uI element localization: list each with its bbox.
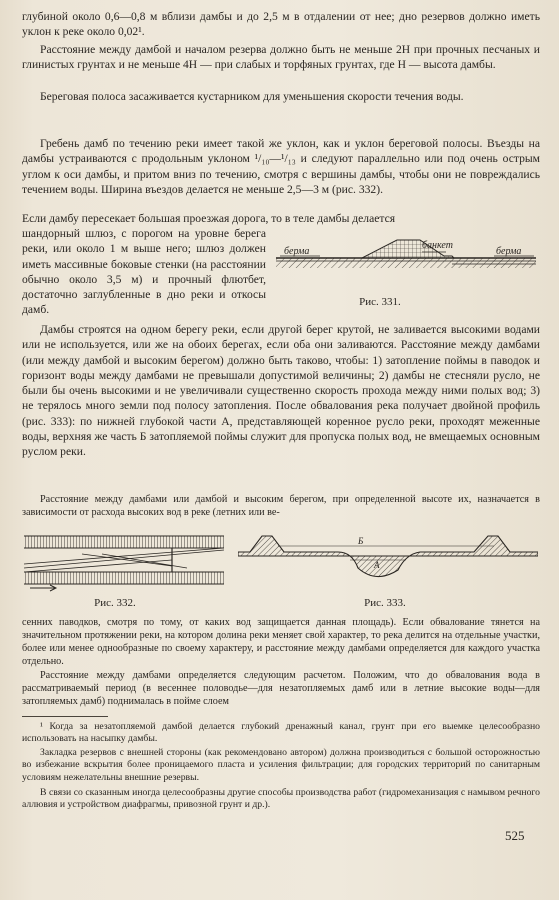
figure-332-dam-plan [22, 528, 226, 592]
caption-figure-332: Рис. 332. [94, 597, 136, 609]
page-number: 525 [505, 828, 525, 843]
paragraph-shore-strip: Береговая полоса засаживается кустарником для уменьшения скорости течения воды. [40, 90, 464, 103]
footnote-1: ¹ Когда за незатопляемой дамбой делается глубокий дренажный канал, грунт при его выемке целесообразно использовать на насыпку дамбы. [22, 721, 540, 745]
label-berm-left: берма [284, 246, 310, 257]
label-upper-part: Б [358, 536, 364, 546]
paragraph-dam-crest: Гребень дамб по течению реки имеет такой же уклон, как и уклон береговой полосы. Въезды на дамбы устраиваются с продольным уклоном ¹/₁₀—¹/₁₃ и следуют параллельно или под очень острым углом к оси дамбы, и притом вниз по течению, смотря с вершины дамбы, чтобы они не повреждались течением воды. Ширина въездов делается не меньше 2,5—3 м (рис. 332). [22, 137, 540, 196]
paragraph-small-calculation: Расстояние между дамбами определяется следующим расчетом. Положим, что до обвалования вода в рассматриваемый период (в весеннее половодье—для незатопляемых дамб или в летние высокие воды—для затопляемых дамб) поднималась в пойме слоем [22, 670, 540, 707]
label-berm-right: берма [496, 246, 522, 257]
paragraph-small-embankment: сенних паводков, смотря по тому, от каких вод защищается данная площадь). Если обвалование тянется на значительном протяжении реки, на котором долина реки меняет свой характер, то река делится на отдельные участки, более или менее однообразные по своему характеру, и расстояние между дамбами определяется для каждого участка отдельно. [22, 617, 540, 667]
paragraph-small-distance: Расстояние между дамбами или дамбой и высоким берегом, при определенной высоте их, назначается в зависимости от расхода высоких вод в реке (летних или ве- [22, 494, 540, 518]
paragraph-road-crossing: Если дамбу пересекает большая проезжая дорога, то в теле дамбы делается [22, 212, 396, 225]
figure-333-river-profile [238, 530, 538, 592]
footnote-rule [22, 716, 108, 717]
figure-331-dam-section [272, 228, 542, 294]
footnote-2: Закладка резервов с внешней стороны (как рекомендовано автором) должна производиться с большой осторожностью во избежание вскрытия более проницаемого пласта и усиления фильтрации; для городских территорий по санитарным условиям нежелательны внешние резервы. [22, 747, 540, 783]
label-banquette: банкет [422, 240, 453, 251]
paragraph-residual-depth: глубиной около 0,6—0,8 м вблизи дамбы и до 2,5 м в отдалении от нее; дно резервов должно иметь уклон к реке около 0,02¹. [22, 10, 540, 39]
footnote-3: В связи со сказанным иногда целесообразны другие способы производства работ (гидромеханизация с намывом речного аллювия и устройством диафрагмы, привозной грунт и др.). [22, 787, 540, 811]
caption-figure-331: Рис. 331. [359, 296, 401, 308]
paragraph-reserve-distance: Расстояние между дамбой и началом резерва должно быть не меньше 2H при прочных песчаных и глинистых грунтах и не меньше 4H — при слабых и торфяных грунтах, где H — высота дамбы. [22, 43, 540, 72]
paragraph-dam-placement: Дамбы строятся на одном берегу реки, если другой берег крутой, не заливается высокими водами или не используется, или же на обоих берегах, если оба они заливаются. Расстояние между дамбами (или между дамбой и высоким берегом) должно быть таково, чтобы: 1) затопление поймы в паводок и горизонт воды между дамбами не превышали допустимой величины; 2) дамбы не стесняли русло, не были бы очень высокими и не увеличивали существенно скорость прохода между ними полых вод; 3) не терялось много земли под полосу затопления. После обвалования река получает двойной профиль (рис. 333): по нижней глубокой части A, представляющей коренное русло реки, проходят меженные воды, верхняя же часть Б затопляемой поймы служит для пропуска полых вод, не вмещаемых основным руслом реки. [22, 323, 540, 459]
caption-figure-333: Рис. 333. [364, 597, 406, 609]
paragraph-sluice: шандорный шлюз, с порогом на уровне берега реки, или около 1 м выше него; шлюз должен иметь массивные боковые стенки (на расстоянии обычно около 3,5 м) и прочный флютбет, достаточно заглубленные в дно реки и откосы дамб. [22, 227, 266, 317]
label-lower-part: А [374, 560, 380, 570]
